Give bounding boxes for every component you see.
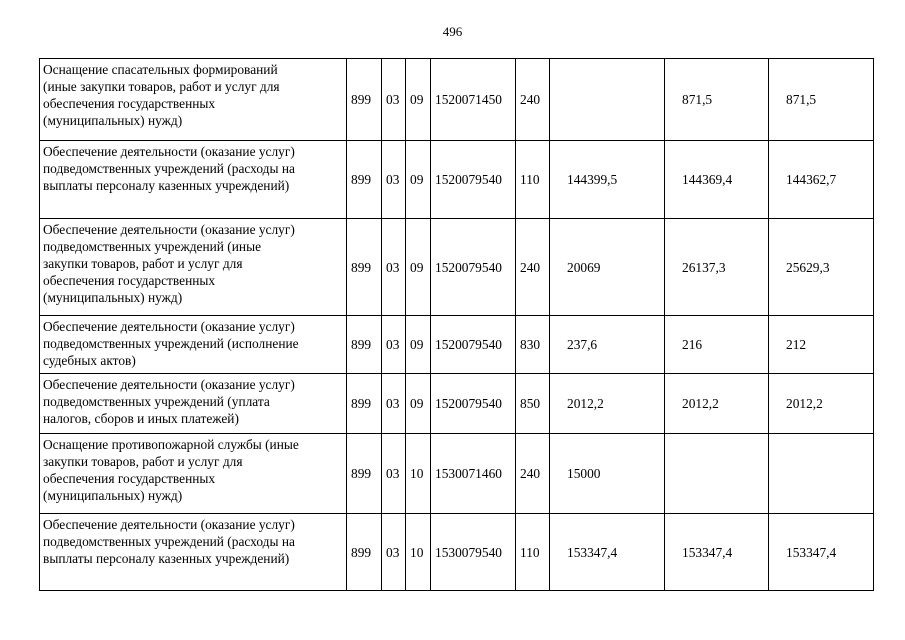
ministry-cell: 899 bbox=[347, 316, 382, 374]
description-line: подведомственных учреждений (исполнение bbox=[43, 336, 299, 351]
amount-3-cell: 153347,4 bbox=[769, 514, 874, 591]
description-line: закупки товаров, работ и услуг для bbox=[43, 454, 243, 469]
ministry-cell: 899 bbox=[347, 434, 382, 514]
ministry-cell: 899 bbox=[347, 59, 382, 141]
section-cell: 03 bbox=[382, 59, 406, 141]
section-cell: 03 bbox=[382, 219, 406, 316]
description-line: (муниципальных) нужд) bbox=[43, 488, 183, 503]
description-line: судебных актов) bbox=[43, 353, 136, 368]
section-cell: 03 bbox=[382, 316, 406, 374]
description-line: Оснащение спасательных формирований bbox=[43, 62, 278, 77]
subsection-cell: 09 bbox=[406, 316, 431, 374]
amount-2-cell: 216 bbox=[665, 316, 769, 374]
description-line: (иные закупки товаров, работ и услуг для bbox=[43, 79, 280, 94]
amount-2-cell: 2012,2 bbox=[665, 374, 769, 434]
target-article-cell: 1520079540 bbox=[431, 219, 516, 316]
amount-3-cell: 144362,7 bbox=[769, 141, 874, 219]
description-cell bbox=[40, 59, 347, 141]
expense-type-cell: 240 bbox=[516, 59, 550, 141]
target-article-cell: 1530079540 bbox=[431, 514, 516, 591]
description-line: Обеспечение деятельности (оказание услуг) bbox=[43, 144, 295, 159]
section-cell: 03 bbox=[382, 374, 406, 434]
amount-1-cell: 153347,4 bbox=[550, 514, 665, 591]
ministry-cell: 899 bbox=[347, 514, 382, 591]
description-cell bbox=[40, 219, 347, 316]
description-line: Обеспечение деятельности (оказание услуг) bbox=[43, 222, 295, 237]
amount-2-cell: 144369,4 bbox=[665, 141, 769, 219]
page-number: 496 bbox=[442, 24, 463, 39]
amount-3-cell: 212 bbox=[769, 316, 874, 374]
description-line: Обеспечение деятельности (оказание услуг) bbox=[43, 319, 295, 334]
target-article-cell: 1520071450 bbox=[431, 59, 516, 141]
target-article-cell: 1520079540 bbox=[431, 141, 516, 219]
description-line: Обеспечение деятельности (оказание услуг) bbox=[43, 377, 295, 392]
amount-1-cell: 237,6 bbox=[550, 316, 665, 374]
subsection-cell: 10 bbox=[406, 514, 431, 591]
description-cell bbox=[40, 141, 347, 219]
section-cell: 03 bbox=[382, 514, 406, 591]
subsection-cell: 09 bbox=[406, 141, 431, 219]
amount-1-cell: 15000 bbox=[550, 434, 665, 514]
description-cell bbox=[40, 374, 347, 434]
target-article-cell: 1520079540 bbox=[431, 316, 516, 374]
subsection-cell: 09 bbox=[406, 219, 431, 316]
amount-2-cell: 26137,3 bbox=[665, 219, 769, 316]
description-line: закупки товаров, работ и услуг для bbox=[43, 256, 243, 271]
target-article-cell: 1530071460 bbox=[431, 434, 516, 514]
description-line: подведомственных учреждений (расходы на bbox=[43, 534, 295, 549]
subsection-cell: 09 bbox=[406, 374, 431, 434]
description-line: выплаты персоналу казенных учреждений) bbox=[43, 178, 290, 193]
description-line: налогов, сборов и иных платежей) bbox=[43, 411, 239, 426]
description-cell bbox=[40, 316, 347, 374]
table-row bbox=[40, 374, 874, 434]
description-line: Обеспечение деятельности (оказание услуг) bbox=[43, 517, 295, 532]
description-line: обеспечения государственных bbox=[43, 471, 216, 486]
ministry-cell: 899 bbox=[347, 374, 382, 434]
section-cell: 03 bbox=[382, 434, 406, 514]
ministry-cell: 899 bbox=[347, 219, 382, 316]
expense-type-cell: 830 bbox=[516, 316, 550, 374]
expense-type-cell: 850 bbox=[516, 374, 550, 434]
amount-2-cell bbox=[665, 434, 769, 514]
table-row bbox=[40, 141, 874, 219]
table-body bbox=[40, 59, 874, 591]
expense-type-cell: 110 bbox=[516, 141, 550, 219]
description-line: подведомственных учреждений (уплата bbox=[43, 394, 270, 409]
amount-3-cell: 871,5 bbox=[769, 59, 874, 141]
description-line: (муниципальных) нужд) bbox=[43, 113, 183, 128]
expense-type-cell: 240 bbox=[516, 219, 550, 316]
amount-1-cell: 144399,5 bbox=[550, 141, 665, 219]
description-line: подведомственных учреждений (иные bbox=[43, 239, 262, 254]
table-row bbox=[40, 219, 874, 316]
table-row bbox=[40, 316, 874, 374]
amount-2-cell: 153347,4 bbox=[665, 514, 769, 591]
description-line: подведомственных учреждений (расходы на bbox=[43, 161, 295, 176]
table-row bbox=[40, 514, 874, 591]
amount-1-cell bbox=[550, 59, 665, 141]
expense-type-cell: 240 bbox=[516, 434, 550, 514]
ministry-cell: 899 bbox=[347, 141, 382, 219]
amount-3-cell bbox=[769, 434, 874, 514]
subsection-cell: 09 bbox=[406, 59, 431, 141]
table-row bbox=[40, 434, 874, 514]
description-line: Оснащение противопожарной службы (иные bbox=[43, 437, 299, 452]
amount-3-cell: 2012,2 bbox=[769, 374, 874, 434]
description-line: обеспечения государственных bbox=[43, 96, 216, 111]
amount-1-cell: 2012,2 bbox=[550, 374, 665, 434]
budget-table bbox=[39, 58, 874, 591]
description-cell bbox=[40, 434, 347, 514]
section-cell: 03 bbox=[382, 141, 406, 219]
table-row bbox=[40, 59, 874, 141]
expense-type-cell: 110 bbox=[516, 514, 550, 591]
amount-3-cell: 25629,3 bbox=[769, 219, 874, 316]
description-cell bbox=[40, 514, 347, 591]
description-line: обеспечения государственных bbox=[43, 273, 216, 288]
target-article-cell: 1520079540 bbox=[431, 374, 516, 434]
description-line: (муниципальных) нужд) bbox=[43, 290, 183, 305]
subsection-cell: 10 bbox=[406, 434, 431, 514]
amount-1-cell: 20069 bbox=[550, 219, 665, 316]
description-line: выплаты персоналу казенных учреждений) bbox=[43, 551, 290, 566]
amount-2-cell: 871,5 bbox=[665, 59, 769, 141]
